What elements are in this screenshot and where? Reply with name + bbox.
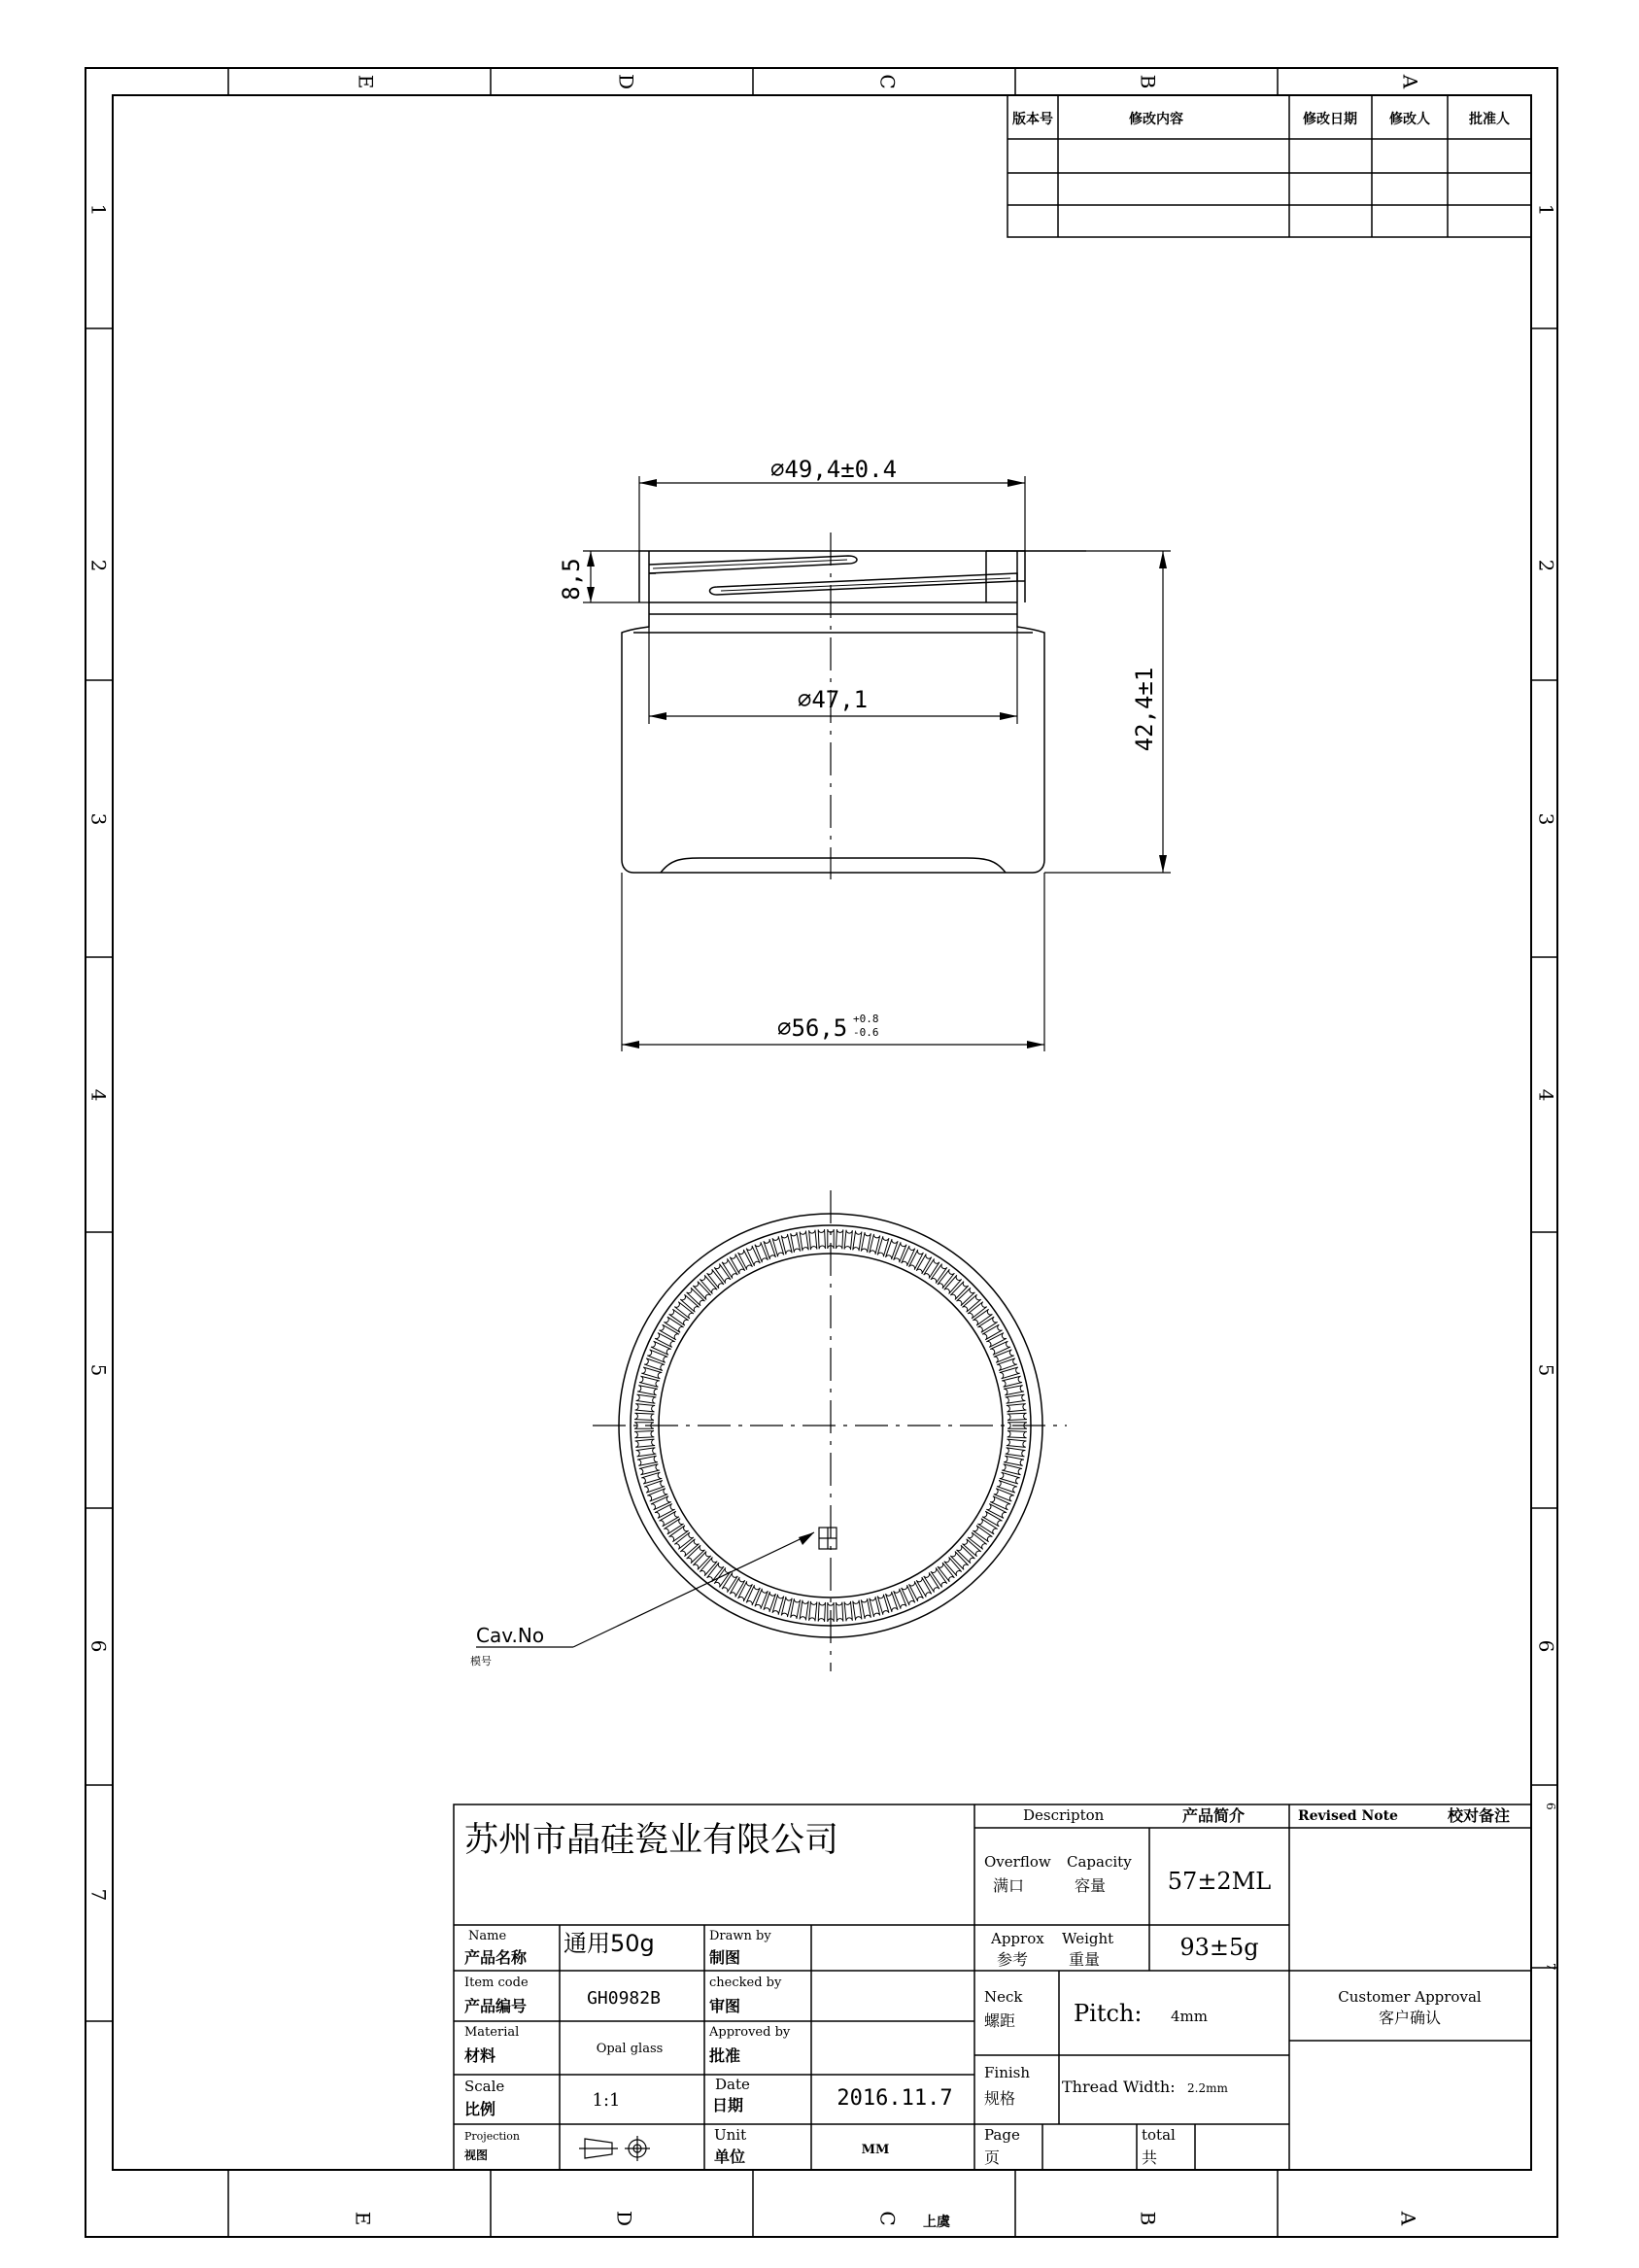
- knurl-rib: [809, 1230, 817, 1251]
- knurl-rib: [809, 1601, 817, 1622]
- knurl-rib: [722, 1258, 737, 1278]
- projection-en: Projection: [464, 2130, 521, 2143]
- knurl-rib: [636, 1394, 657, 1403]
- knurl-rib: [968, 1302, 987, 1319]
- rev-header-modifier: 修改人: [1389, 112, 1430, 127]
- scale-value: 1:1: [592, 2090, 621, 2111]
- rev-header-content: 修改内容: [1129, 112, 1183, 127]
- knurl-rib: [635, 1404, 656, 1412]
- knurl-rib: [746, 1585, 760, 1605]
- knurl-rib: [655, 1333, 675, 1348]
- knurl-rib: [950, 1282, 968, 1300]
- knurl-rib: [977, 1519, 997, 1534]
- knurl-rib: [1004, 1456, 1024, 1465]
- dim-total-height: 42,4±1: [1131, 667, 1158, 752]
- knurl-rib: [755, 1242, 768, 1262]
- knurl-rib: [1007, 1439, 1027, 1447]
- bottom-c-note: 上虞: [923, 2215, 950, 2230]
- zone-label-right-6b: 6: [1544, 1803, 1557, 1810]
- zone-label-right-3: 3: [1534, 812, 1558, 826]
- knurl-rib: [655, 1504, 675, 1519]
- knurl-rib: [994, 1489, 1014, 1501]
- approved-en: Approved by: [709, 2025, 791, 2040]
- zone-label-top-b: B: [1136, 74, 1160, 89]
- knurl-rib: [924, 1258, 939, 1278]
- dim-body-diameter: ⌀56,5: [777, 1014, 848, 1042]
- unit-value: MM: [861, 2143, 890, 2157]
- knurl-rib: [664, 1317, 683, 1332]
- material-en: Material: [464, 2025, 520, 2040]
- knurl-rib: [687, 1288, 705, 1305]
- zone-label-right-4: 4: [1534, 1088, 1558, 1102]
- weight-en: Weight: [1062, 1930, 1114, 1947]
- knurl-rib: [647, 1350, 667, 1362]
- zone-label-top-d: D: [614, 73, 638, 90]
- material-cn: 材料: [464, 2046, 496, 2065]
- knurl-rib: [818, 1229, 825, 1249]
- revised-note-cn: 校对备注: [1448, 1806, 1511, 1825]
- projection-cn: 视图: [464, 2148, 489, 2162]
- customer-approval-en: Customer Approval: [1338, 1988, 1482, 2006]
- knurl-rib: [636, 1448, 657, 1457]
- knurl-rib: [853, 1231, 862, 1252]
- zone-dividers: [85, 68, 1557, 2237]
- knurl-rib: [700, 1557, 717, 1575]
- scale-cn: 比例: [464, 2100, 496, 2118]
- knurl-rib: [990, 1341, 1010, 1355]
- knurl-rib: [674, 1302, 694, 1319]
- date-cn: 日期: [712, 2096, 744, 2114]
- knurl-rib: [853, 1600, 862, 1621]
- date-en: Date: [715, 2076, 750, 2093]
- dim-inner-diameter: ⌀47,1: [797, 686, 869, 713]
- knurl-rib: [938, 1269, 954, 1289]
- outer-frame: [85, 68, 1557, 2237]
- knurl-rib: [828, 1229, 834, 1249]
- zone-label-bottom-c: C: [875, 2211, 900, 2226]
- capacity-cn: 容量: [1075, 1876, 1107, 1895]
- zone-label-left-2: 2: [86, 559, 111, 572]
- knurl-rib: [1007, 1404, 1027, 1412]
- zone-label-right-5: 5: [1534, 1363, 1558, 1377]
- knurl-rib: [977, 1317, 997, 1332]
- knurl-rib: [986, 1504, 1007, 1519]
- knurl-rib: [990, 1496, 1010, 1510]
- thread-width-value: 2.2mm: [1187, 2081, 1228, 2095]
- zone-label-top-e: E: [354, 74, 378, 89]
- drawn-en: Drawn by: [709, 1929, 771, 1943]
- knurl-rib: [982, 1324, 1003, 1340]
- knurl-rib: [931, 1567, 947, 1587]
- knurl-rib: [647, 1489, 667, 1501]
- pitch-label: Pitch:: [1074, 2000, 1143, 2027]
- name-value: 通用50g: [563, 1930, 655, 1957]
- knurl-rib: [659, 1324, 679, 1340]
- cavity-label-cn: 模号: [470, 1655, 492, 1667]
- knurl-rib: [938, 1563, 954, 1582]
- knurl-rib: [957, 1545, 975, 1563]
- revised-note-en: Revised Note: [1298, 1808, 1398, 1824]
- item-code-en: Item code: [464, 1976, 529, 1990]
- description-cn: 产品简介: [1182, 1806, 1246, 1825]
- knurl-rib: [738, 1581, 753, 1601]
- name-cn: 产品名称: [464, 1948, 528, 1967]
- dim-body-tol-upper: +0.8: [853, 1013, 879, 1025]
- thread-width-label: Thread Width:: [1062, 2078, 1176, 2096]
- knurl-rib: [950, 1552, 968, 1570]
- knurl-rib: [944, 1275, 962, 1293]
- knurl-rib: [1006, 1394, 1026, 1403]
- knurl-rib: [994, 1350, 1014, 1362]
- knurl-rib: [973, 1309, 992, 1325]
- title-block: [454, 1804, 1531, 2170]
- zone-label-bottom-d: D: [612, 2210, 636, 2227]
- dim-body-tol-lower: -0.6: [853, 1026, 879, 1039]
- knurl-rib: [861, 1598, 871, 1619]
- knurl-rib: [957, 1288, 975, 1305]
- finish-cn: 规格: [984, 2089, 1016, 2108]
- weight-cn: 重量: [1069, 1950, 1101, 1969]
- rev-header-approver: 批准人: [1469, 112, 1510, 127]
- company-name: 苏州市晶硅瓷业有限公司: [464, 1821, 839, 1860]
- knurl-rib: [909, 1250, 924, 1270]
- zone-label-right-6: 6: [1534, 1639, 1558, 1653]
- knurl-rib: [931, 1264, 947, 1284]
- jar-bottom-view: [470, 1190, 1067, 1671]
- unit-en: Unit: [714, 2126, 747, 2144]
- zone-label-top-a: A: [1398, 74, 1422, 89]
- approx-cn: 参考: [997, 1950, 1029, 1969]
- knurl-rib: [634, 1423, 654, 1428]
- rev-header-date: 修改日期: [1303, 112, 1357, 127]
- knurl-rib: [693, 1552, 710, 1570]
- knurl-rib: [800, 1600, 808, 1621]
- unit-cn: 单位: [714, 2148, 746, 2166]
- zone-label-bottom-a: A: [1396, 2211, 1420, 2226]
- knurl-rib: [635, 1439, 656, 1447]
- knurl-rib: [902, 1585, 915, 1605]
- approx-en: Approx: [991, 1930, 1044, 1947]
- zone-label-right-1: 1: [1534, 203, 1558, 217]
- neck-cn: 螺距: [984, 2011, 1016, 2030]
- cavity-label-en: Cav.No: [476, 1624, 545, 1647]
- zone-label-bottom-e: E: [351, 2211, 375, 2226]
- zone-label-left-4: 4: [86, 1088, 111, 1102]
- knurl-rib: [962, 1539, 980, 1557]
- knurl-rib: [894, 1589, 906, 1609]
- dim-thread-height: 8,5: [558, 558, 585, 601]
- knurl-rib: [693, 1282, 710, 1300]
- capacity-value: 57±2ML: [1167, 1868, 1272, 1895]
- knurl-rib: [714, 1567, 731, 1587]
- page-en: Page: [984, 2126, 1020, 2144]
- zone-label-left-6: 6: [86, 1639, 111, 1653]
- knurl-rib: [902, 1246, 915, 1266]
- knurl-rib: [894, 1242, 906, 1262]
- knurl-rib: [800, 1231, 808, 1252]
- knurl-rib: [651, 1496, 671, 1510]
- scale-en: Scale: [464, 2078, 505, 2095]
- checked-en: checked by: [709, 1976, 782, 1990]
- zone-label-bottom-b: B: [1136, 2211, 1160, 2226]
- knurl-rib: [687, 1545, 705, 1563]
- projection-symbol-icon: [579, 2136, 650, 2161]
- description-en: Descripton: [1023, 1806, 1105, 1824]
- knurl-rib: [674, 1532, 694, 1549]
- knurl-rib: [1007, 1430, 1027, 1437]
- knurl-rib: [836, 1229, 842, 1249]
- date-value: 2016.11.7: [837, 2086, 953, 2111]
- knurl-rib: [844, 1601, 852, 1622]
- overflow-en: Overflow: [984, 1853, 1051, 1871]
- knurl-rib: [791, 1232, 801, 1253]
- column-labels: [352, 74, 1422, 2226]
- total-en: total: [1142, 2126, 1176, 2144]
- knurl-rib: [651, 1341, 671, 1355]
- checked-cn: 审图: [709, 1997, 741, 2015]
- knurl-rib: [634, 1413, 654, 1420]
- knurl-rib: [924, 1572, 939, 1592]
- knurl-rib: [659, 1511, 679, 1527]
- customer-approval-cn: 客户确认: [1378, 2009, 1442, 2027]
- capacity-en: Capacity: [1067, 1853, 1132, 1871]
- total-cn: 共: [1142, 2148, 1158, 2167]
- neck-en: Neck: [984, 1988, 1023, 2006]
- zone-label-right-2: 2: [1534, 559, 1558, 572]
- knurl-rib: [738, 1250, 753, 1270]
- knurl-rib: [818, 1602, 825, 1622]
- knurl-rib: [982, 1511, 1003, 1527]
- knurl-rib: [755, 1589, 768, 1609]
- material-value: Opal glass: [596, 2042, 664, 2056]
- weight-value: 93±5g: [1179, 1934, 1259, 1961]
- knurl-rib: [714, 1264, 731, 1284]
- knurl-rib: [669, 1526, 689, 1542]
- revision-table: [1007, 95, 1531, 237]
- zone-label-right-7b: 7: [1544, 1963, 1557, 1971]
- knurl-rib: [973, 1526, 992, 1542]
- knurl-rib: [680, 1294, 699, 1312]
- knurl-rib: [730, 1254, 745, 1274]
- knurl-rib: [944, 1557, 962, 1575]
- knurl-rib: [836, 1602, 842, 1622]
- knurl-rib: [986, 1333, 1007, 1348]
- knurl-rib: [637, 1456, 658, 1465]
- knurl-rib: [916, 1254, 932, 1274]
- page-cn: 页: [984, 2148, 1001, 2167]
- knurl-rib: [861, 1232, 871, 1253]
- dim-neck-diameter: ⌀49,4±0.4: [769, 456, 898, 483]
- rev-header-version: 版本号: [1012, 112, 1053, 127]
- knurl-rib: [746, 1246, 760, 1266]
- knurl-rib: [791, 1598, 801, 1619]
- knurl-rib: [680, 1539, 699, 1557]
- overflow-cn: 满口: [993, 1876, 1025, 1895]
- item-code-cn: 产品编号: [464, 1997, 528, 2015]
- knurl-rib: [707, 1269, 724, 1289]
- knurl-rib: [1007, 1413, 1027, 1420]
- jar-side-view: [558, 456, 1171, 1051]
- knurl-rib: [962, 1294, 980, 1312]
- drawn-cn: 制图: [709, 1948, 741, 1967]
- knurl-rib: [669, 1309, 689, 1325]
- knurl-rib: [844, 1230, 852, 1251]
- zone-label-left-5: 5: [86, 1363, 111, 1377]
- item-code-value: GH0982B: [587, 1988, 661, 2009]
- zone-label-left-7: 7: [86, 1888, 111, 1902]
- knurl-rib: [916, 1577, 932, 1598]
- knurl-rib: [730, 1577, 745, 1598]
- knurl-rib: [968, 1532, 987, 1549]
- zone-label-left-3: 3: [86, 812, 111, 826]
- knurl-rib: [909, 1581, 924, 1601]
- pitch-value: 4mm: [1171, 2008, 1208, 2025]
- name-en: Name: [468, 1929, 507, 1943]
- knurl-rib: [664, 1519, 683, 1534]
- knurl-rib: [634, 1430, 654, 1437]
- knurl-rib: [637, 1386, 658, 1395]
- knurl-rib: [1004, 1386, 1024, 1395]
- zone-label-top-c: C: [875, 74, 900, 89]
- knurl-rib: [700, 1275, 717, 1293]
- zone-label-left-1: 1: [86, 203, 111, 217]
- knurl-rib: [1006, 1448, 1026, 1457]
- approved-cn: 批准: [709, 2046, 741, 2065]
- finish-en: Finish: [984, 2064, 1031, 2081]
